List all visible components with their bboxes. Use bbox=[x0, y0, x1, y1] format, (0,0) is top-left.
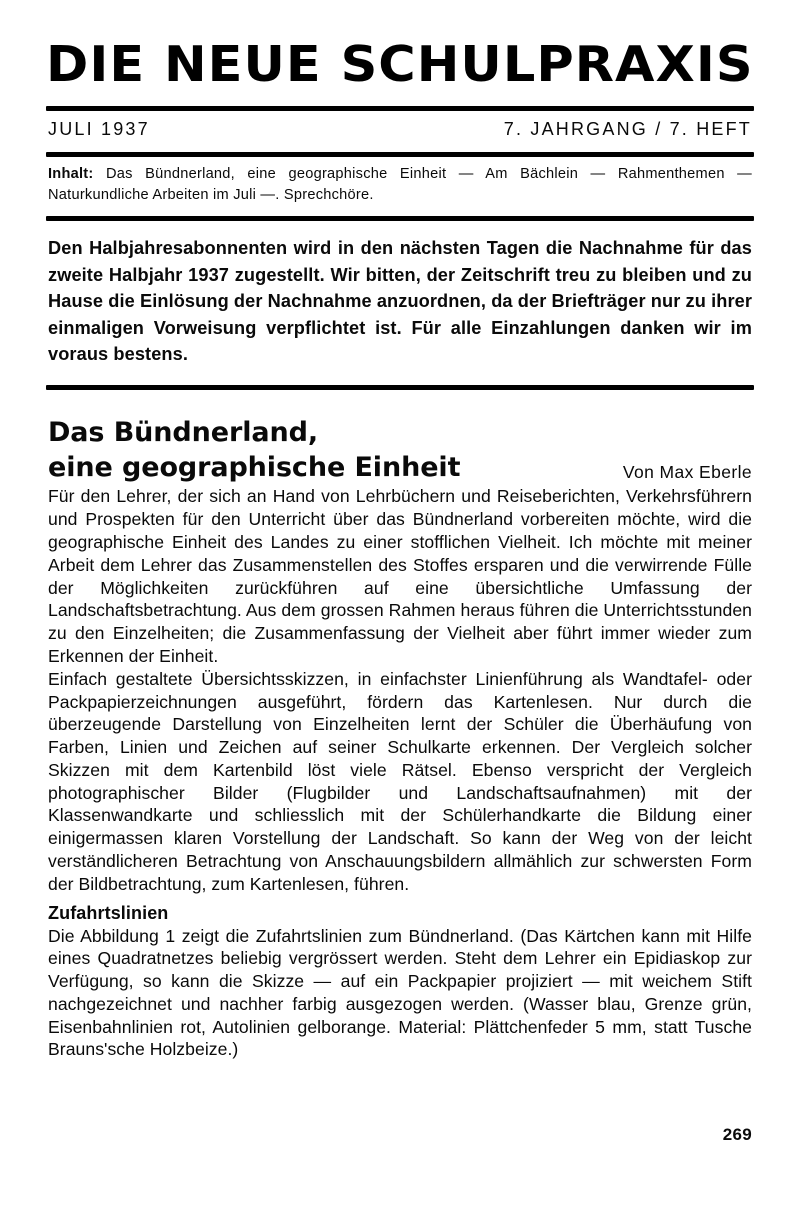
issue-volume: 7. JAHRGANG / 7. HEFT bbox=[503, 119, 752, 139]
issue-date: JULI 1937 bbox=[48, 119, 150, 139]
article-title bbox=[46, 416, 518, 485]
article-subheading-zufahrtslinien: Zufahrtslinien bbox=[48, 902, 169, 923]
publication-title: DIE NEUE SCHULPRAXIS bbox=[46, 36, 754, 93]
article-paragraph-3: Die Abbildung 1 zeigt die Zufahrtslinien zum Bündnerland. (Das Kärtchen kann mit Hilfe eines Quadratnetzes beliebig vergrössert werden. Steht dem Lehrer ein Epidiaskop zur Verfügung, so kann die Skizze — auf ein Packpapier projiziert — mit weichem Stift nachgezeichnet und nachher farbig ausgezogen werden. (Wasser blau, Grenze grün, Eisenbahnlinien rot, Autolinien gelborange. Material: Plättchenfeder 5 mm, statt Tusche Brauns'sche Holzbeize.) bbox=[48, 925, 752, 1060]
article-paragraph-1: Für den Lehrer, der sich an Hand von Lehrbüchern und Reiseberichten, Verkehrsführern und Prospekten für den Unterricht über das Bündnerland vorbereiten möchte, wird die geographische Einheit des Landes zu einer stofflichen Vielheit. Ich möchte mit meiner Arbeit dem Lehrer das Zusammenstellen des Stoffes ersparen und die verwirrende Fülle der Möglichkeiten zurückführen auf eine übersichtliche Umfassung der Landschaftsbetrachtung. Aus dem grossen Rahmen heraus führen die Unterrichtsstunden zu den Einzelheiten; die Zusammenfassung der Vielheit aber führt immer wieder zum Erkennen der Einheit. bbox=[48, 486, 752, 666]
article-title-line-2: eine geographische Einheit bbox=[48, 451, 461, 483]
article-title-line-1: Das Bündnerland, bbox=[48, 417, 318, 449]
article-byline: Von Max Eberle bbox=[622, 462, 752, 483]
contents-label: Inhalt: bbox=[48, 166, 94, 182]
issue-line bbox=[46, 111, 754, 145]
page-number: 269 bbox=[722, 1125, 752, 1144]
article bbox=[46, 390, 754, 1061]
contents-text: Das Bündnerland, eine geographische Einheit — Am Bächlein — Rahmenthemen — Naturkundliche Arbeiten im Juli —. Sprechchöre. bbox=[48, 166, 752, 203]
subscription-announcement: Den Halbjahresabonnenten wird in den nächsten Tagen die Nachnahme für das zweite Halbjahr 1937 zugestellt. Wir bitten, der Zeitschrift treu zu bleiben und zu Hause die Einlösung der Nachnahme anzuordnen, da der Briefträger nur zu ihrer einmaligen Vorweisung verpflichtet ist. Für alle Einzahlungen danken wir im voraus bestens. bbox=[48, 238, 753, 364]
article-paragraph-2: Einfach gestaltete Übersichtsskizzen, in einfachster Linienführung als Wandtafel- oder Packpapierzeichnungen ausgeführt, fördern das Kartenlesen. Nur durch die überzeugende Darstellung von Einzelheiten lernt der Schüler die Überhäufung von Farben, Linien und Zeichen auf seiner Schulkarte erkennen. Der Vergleich solcher Skizzen mit dem Kartenbild löst viele Rätsel. Ebenso verspricht der Vergleich photographischer Bilder (Flugbilder und Landschaftsaufnahmen) mit der Klassenwandkarte und schliesslich mit der Schülerhandkarte die Bildung einer einigermassen klaren Vorstellung der Landschaft. So kann der Weg von der leicht verständlicheren Betrachtung von Anschauungsbildern allmählich zur schwersten Form der Bildbetrachtung, zum Kartenlesen, führen. bbox=[48, 668, 752, 894]
contents-block bbox=[46, 157, 754, 210]
article-header bbox=[46, 416, 754, 485]
masthead bbox=[46, 0, 754, 93]
